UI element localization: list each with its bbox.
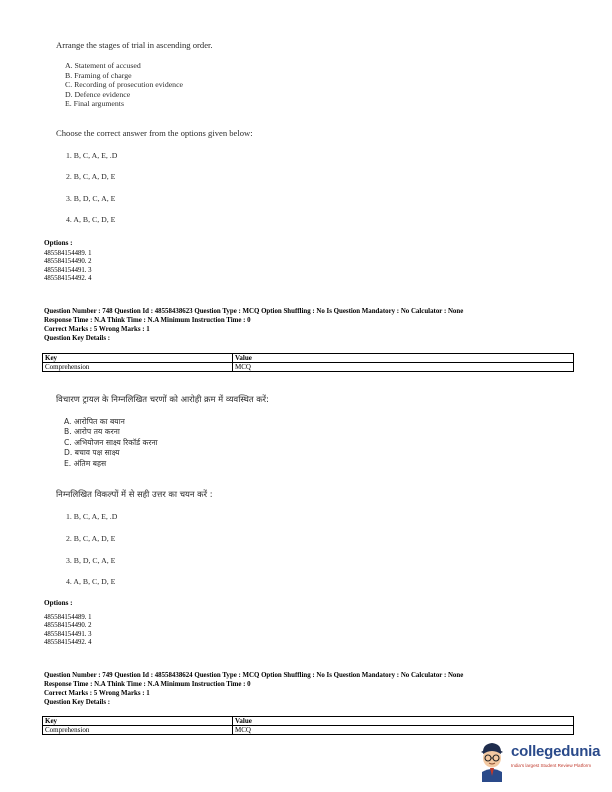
options-label: Options : xyxy=(44,239,73,247)
statement-item: E. अंतिम बहस xyxy=(64,458,107,468)
meta-line: Question Number : 749 Question Id : 48558438624 Question Type : MCQ Option Shuffling : No Is Question Mandatory : No Calculator : None xyxy=(44,672,464,679)
answer-choice: 3. B, D, C, A, E xyxy=(66,556,116,565)
answer-choice: 3. B, D, C, A, E xyxy=(66,194,116,203)
option-id: 485584154492. 4 xyxy=(44,639,92,647)
answer-choice: 1. B, C, A, E, .D xyxy=(66,151,118,160)
statement-item: D. बचाव पक्ष साक्ष्य xyxy=(64,448,120,458)
meta-line: Response Time : N.A Think Time : N.A Minimum Instruction Time : 0 xyxy=(44,317,251,324)
meta-line: Question Key Details : xyxy=(44,699,111,706)
statement-item: C. Recording of prosecution evidence xyxy=(65,80,184,90)
table-header-value: Value xyxy=(233,354,574,363)
choose-instruction: Choose the correct answer from the options given below: xyxy=(56,128,253,138)
meta-line: Correct Marks : 5 Wrong Marks : 1 xyxy=(44,326,150,333)
meta-line: Correct Marks : 5 Wrong Marks : 1 xyxy=(44,690,150,697)
option-id: 485584154491. 3 xyxy=(44,266,92,274)
option-id: 485584154490. 2 xyxy=(44,622,92,630)
table-header-value: Value xyxy=(233,717,574,726)
question-prompt-hindi: विचारण ट्रायल के निम्नलिखित चरणों को आरोही क्रम में व्यवस्थित करें: xyxy=(56,394,269,404)
question-key-table xyxy=(42,353,574,372)
table-cell-value: MCQ xyxy=(233,363,574,372)
option-id: 485584154492. 4 xyxy=(44,275,92,283)
options-list xyxy=(44,250,92,284)
meta-line: Question Number : 748 Question Id : 48558438623 Question Type : MCQ Option Shuffling : No Is Question Mandatory : No Calculator : None xyxy=(44,308,464,315)
table-header-row xyxy=(43,717,574,726)
table-header-key: Key xyxy=(43,717,233,726)
answer-choice: 4. A, B, C, D, E xyxy=(66,577,116,586)
option-id: 485584154489. 1 xyxy=(44,614,92,621)
statement-item: C. अभियोजन साक्ष्य रिकॉर्ड करना xyxy=(64,437,158,447)
statement-item: B. Framing of charge xyxy=(65,70,132,80)
options-list xyxy=(44,614,92,648)
meta-line: Question Key Details : xyxy=(44,335,111,342)
question-key-table xyxy=(42,716,574,735)
statement-item: B. आरोप तय करना xyxy=(64,427,120,437)
options-label: Options : xyxy=(44,599,73,607)
meta-line: Response Time : N.A Think Time : N.A Minimum Instruction Time : 0 xyxy=(44,681,251,688)
question-meta xyxy=(44,671,463,707)
statement-list xyxy=(65,61,183,109)
table-row xyxy=(43,726,574,735)
option-id: 485584154490. 2 xyxy=(44,258,92,266)
statement-item: D. Defence evidence xyxy=(65,89,131,99)
collegedunia-logo xyxy=(475,738,605,784)
option-id: 485584154491. 3 xyxy=(44,630,92,638)
student-mascot-icon xyxy=(475,738,509,782)
logo-brand-text: collegedunia xyxy=(511,743,601,760)
statement-item: E. Final arguments xyxy=(65,99,124,109)
answer-choice: 4. A, B, C, D, E xyxy=(66,215,116,224)
logo-tagline: India's largest Student Review Platform xyxy=(511,763,592,768)
statement-item: A. आरोपित का बयान xyxy=(64,417,125,426)
answer-choice: 2. B, C, A, D, E xyxy=(66,534,116,543)
question-meta xyxy=(44,307,463,343)
statement-list-hindi xyxy=(64,417,158,469)
table-cell-value: MCQ xyxy=(233,726,574,735)
table-header-key: Key xyxy=(43,354,233,363)
table-row xyxy=(43,363,574,372)
answer-choice: 1. B, C, A, E, .D xyxy=(66,512,118,521)
option-id: 485584154489. 1 xyxy=(44,250,92,257)
table-cell-key: Comprehension xyxy=(43,363,233,372)
choose-instruction-hindi: निम्नलिखित विकल्पों में से सही उत्तर का चयन करें : xyxy=(56,489,213,499)
table-header-row xyxy=(43,354,574,363)
answer-choice: 2. B, C, A, D, E xyxy=(66,172,116,181)
question-prompt: Arrange the stages of trial in ascending order. xyxy=(56,40,213,50)
table-cell-key: Comprehension xyxy=(43,726,233,735)
statement-item: A. Statement of accused xyxy=(65,61,141,70)
